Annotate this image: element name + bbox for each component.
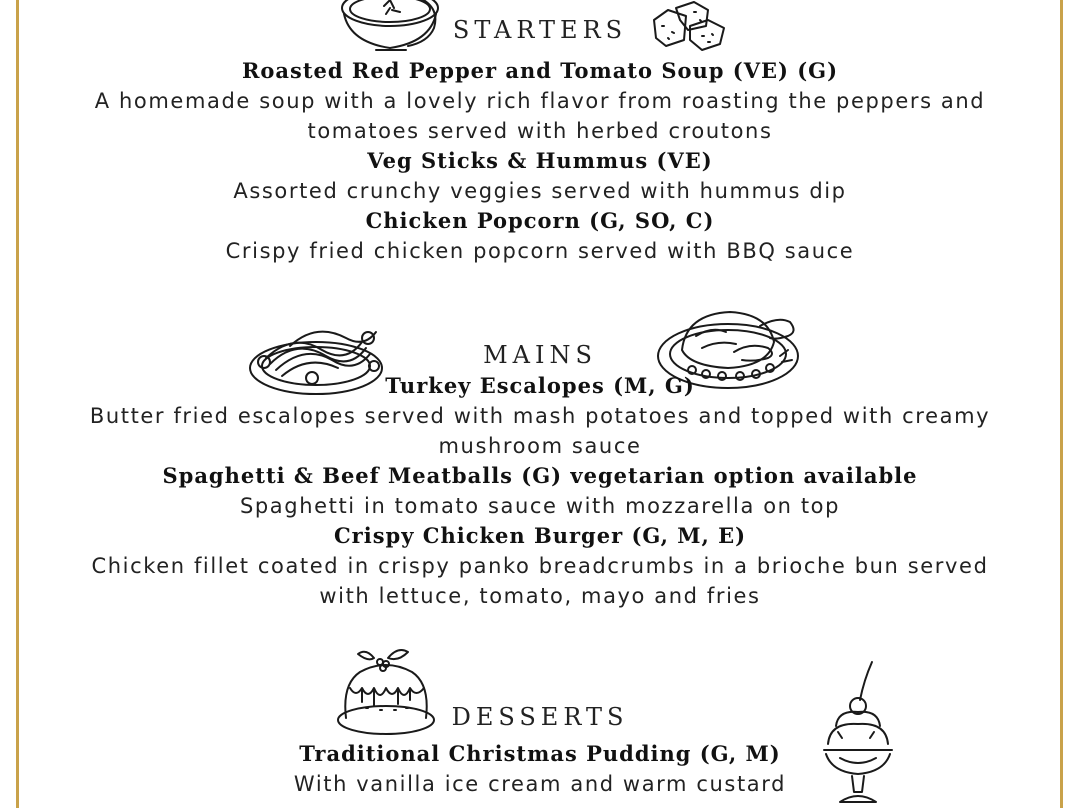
gold-frame-right bbox=[1060, 0, 1063, 808]
section-title-starters: STARTERS bbox=[452, 16, 628, 44]
item-name: Traditional Christmas Pudding (G, M) bbox=[299, 741, 781, 766]
item-desc: Crispy fried chicken popcorn served with BBQ sauce bbox=[225, 239, 855, 263]
item-desc: With vanilla ice cream and warm custard bbox=[293, 772, 787, 796]
item-desc: with lettuce, tomato, mayo and fries bbox=[319, 584, 761, 608]
item-desc: A homemade soup with a lovely rich flavor from roasting the peppers and bbox=[94, 89, 986, 113]
item-name: Crispy Chicken Burger (G, M, E) bbox=[333, 523, 747, 548]
section-title-mains: MAINS bbox=[483, 341, 597, 369]
item-desc: Spaghetti in tomato sauce with mozzarella on top bbox=[239, 494, 841, 518]
item-name: Chicken Popcorn (G, SO, C) bbox=[365, 208, 715, 233]
item-desc: tomatoes served with herbed croutons bbox=[307, 119, 773, 143]
section-title-desserts: DESSERTS bbox=[451, 703, 629, 731]
item-desc: Assorted crunchy veggies served with hummus dip bbox=[233, 179, 847, 203]
gold-frame-left bbox=[16, 0, 19, 808]
item-name: Roasted Red Pepper and Tomato Soup (VE) (G) bbox=[241, 58, 839, 83]
item-desc: Chicken fillet coated in crispy panko breadcrumbs in a brioche bun served bbox=[91, 554, 989, 578]
item-name: Turkey Escalopes (M, G) bbox=[385, 373, 695, 398]
item-name: Veg Sticks & Hummus (VE) bbox=[367, 148, 713, 173]
item-name: Spaghetti & Beef Meatballs (G) vegetarian option available bbox=[162, 463, 918, 488]
item-desc: Butter fried escalopes served with mash potatoes and topped with creamy bbox=[89, 404, 991, 428]
item-desc: mushroom sauce bbox=[438, 434, 642, 458]
